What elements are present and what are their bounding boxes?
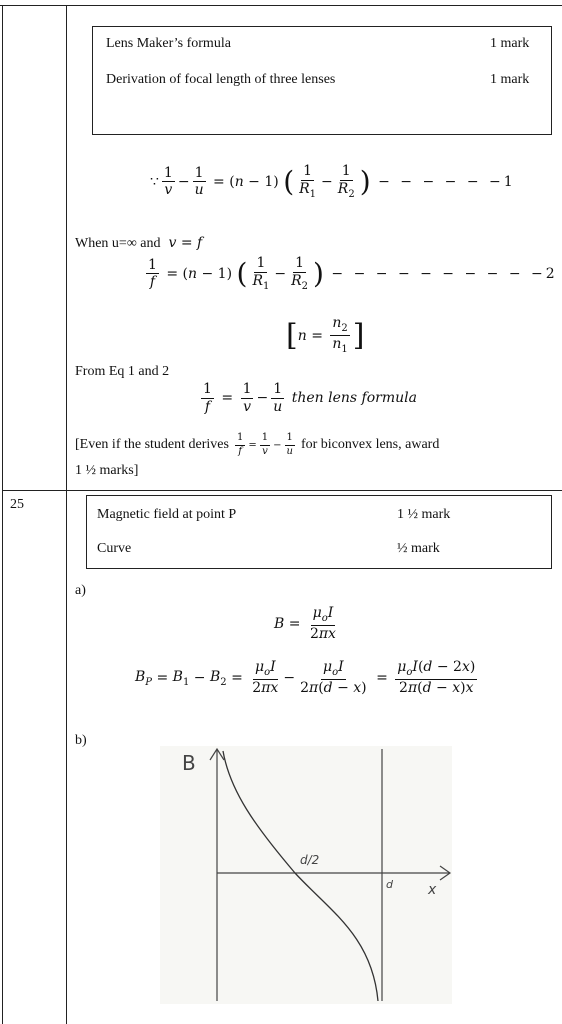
y-axis-label: B xyxy=(182,751,196,775)
note-line-1: [Even if the student derives $\frac{1}{f}$ = $\frac{1}{v}$ − $\frac{1}{u}$ for biconvex lens, award xyxy=(75,432,440,457)
graph-paper xyxy=(160,746,452,1004)
note-line-2: 1 ½ marks] xyxy=(75,463,139,478)
equation-bp: $B_P$ = $B_1$ − $B_2$ = $\frac{\mu_oI}{2\pi x}$ − $\frac{\mu_oI}{2\pi(d - x)}$ = $\frac{\mu_oI(d - 2x)}{2\pi(d - x)x}$ xyxy=(135,659,476,697)
q25-mark-label-1: Magnetic field at point P xyxy=(97,507,237,522)
q24-marks-box xyxy=(92,26,552,135)
q25-mark-value-2: ½ mark xyxy=(397,541,440,556)
q24-mark-value-1: 1 mark xyxy=(490,36,530,51)
note-text-start: [Even if the student derives xyxy=(75,437,229,452)
when-line: When u=∞ and v = f xyxy=(75,235,203,251)
q25-marks-box xyxy=(86,495,552,569)
lens-formula-text: then lens formula xyxy=(291,390,417,407)
equation-2-tag: 2 xyxy=(545,265,555,282)
q24-mark-label-2: Derivation of focal length of three lenses xyxy=(106,72,336,87)
note-text-end: for biconvex lens, award xyxy=(300,437,440,452)
equation-2: $\frac{1}{f}$ = ( n − 1) ( $\frac{1}{R_1}$ − $\frac{1}{R_2}$ ) − − − − − − − − − − 2 xyxy=(148,255,555,292)
field-curve-graph xyxy=(160,746,452,1004)
refractive-index-relation: [ n = $\frac{n_2}{n_1}$ ] xyxy=(286,315,365,356)
table-column-divider xyxy=(66,5,67,1024)
from-eq-text: From Eq 1 and 2 xyxy=(75,364,170,379)
when-text: When u=∞ and xyxy=(75,236,161,251)
q24-mark-value-2: 1 mark xyxy=(490,72,530,87)
table-row-divider xyxy=(2,490,562,491)
q24-mark-label-1: Lens Maker’s formula xyxy=(106,36,231,51)
q25-mark-value-1: 1 ½ mark xyxy=(397,507,451,522)
part-a-label: a) xyxy=(75,583,86,598)
equation-1-tag: 1 xyxy=(503,173,513,190)
x-axis-label: x xyxy=(428,882,437,898)
equation-b-field: B = $\frac{\mu_oI}{2\pi x}$ xyxy=(274,605,336,643)
lens-formula: $\frac{1}{f}$ = $\frac{1}{v}$ − $\frac{1}{u}$ then lens formula xyxy=(203,381,417,415)
equation-1: ∵ $\frac{1}{v}$ − $\frac{1}{u}$ = ( n − 1) ( $\frac{1}{R_1}$ − $\frac{1}{R_2}$ ) − − − − − − 1 xyxy=(150,163,513,200)
mid-point-label: d/2 xyxy=(300,853,320,867)
part-b-label: b) xyxy=(75,733,87,748)
q25-mark-label-2: Curve xyxy=(97,541,132,556)
end-point-label: d xyxy=(386,878,393,891)
table-left-border xyxy=(2,5,3,1024)
table-top-border xyxy=(0,5,562,6)
question-number: 25 xyxy=(10,497,24,512)
